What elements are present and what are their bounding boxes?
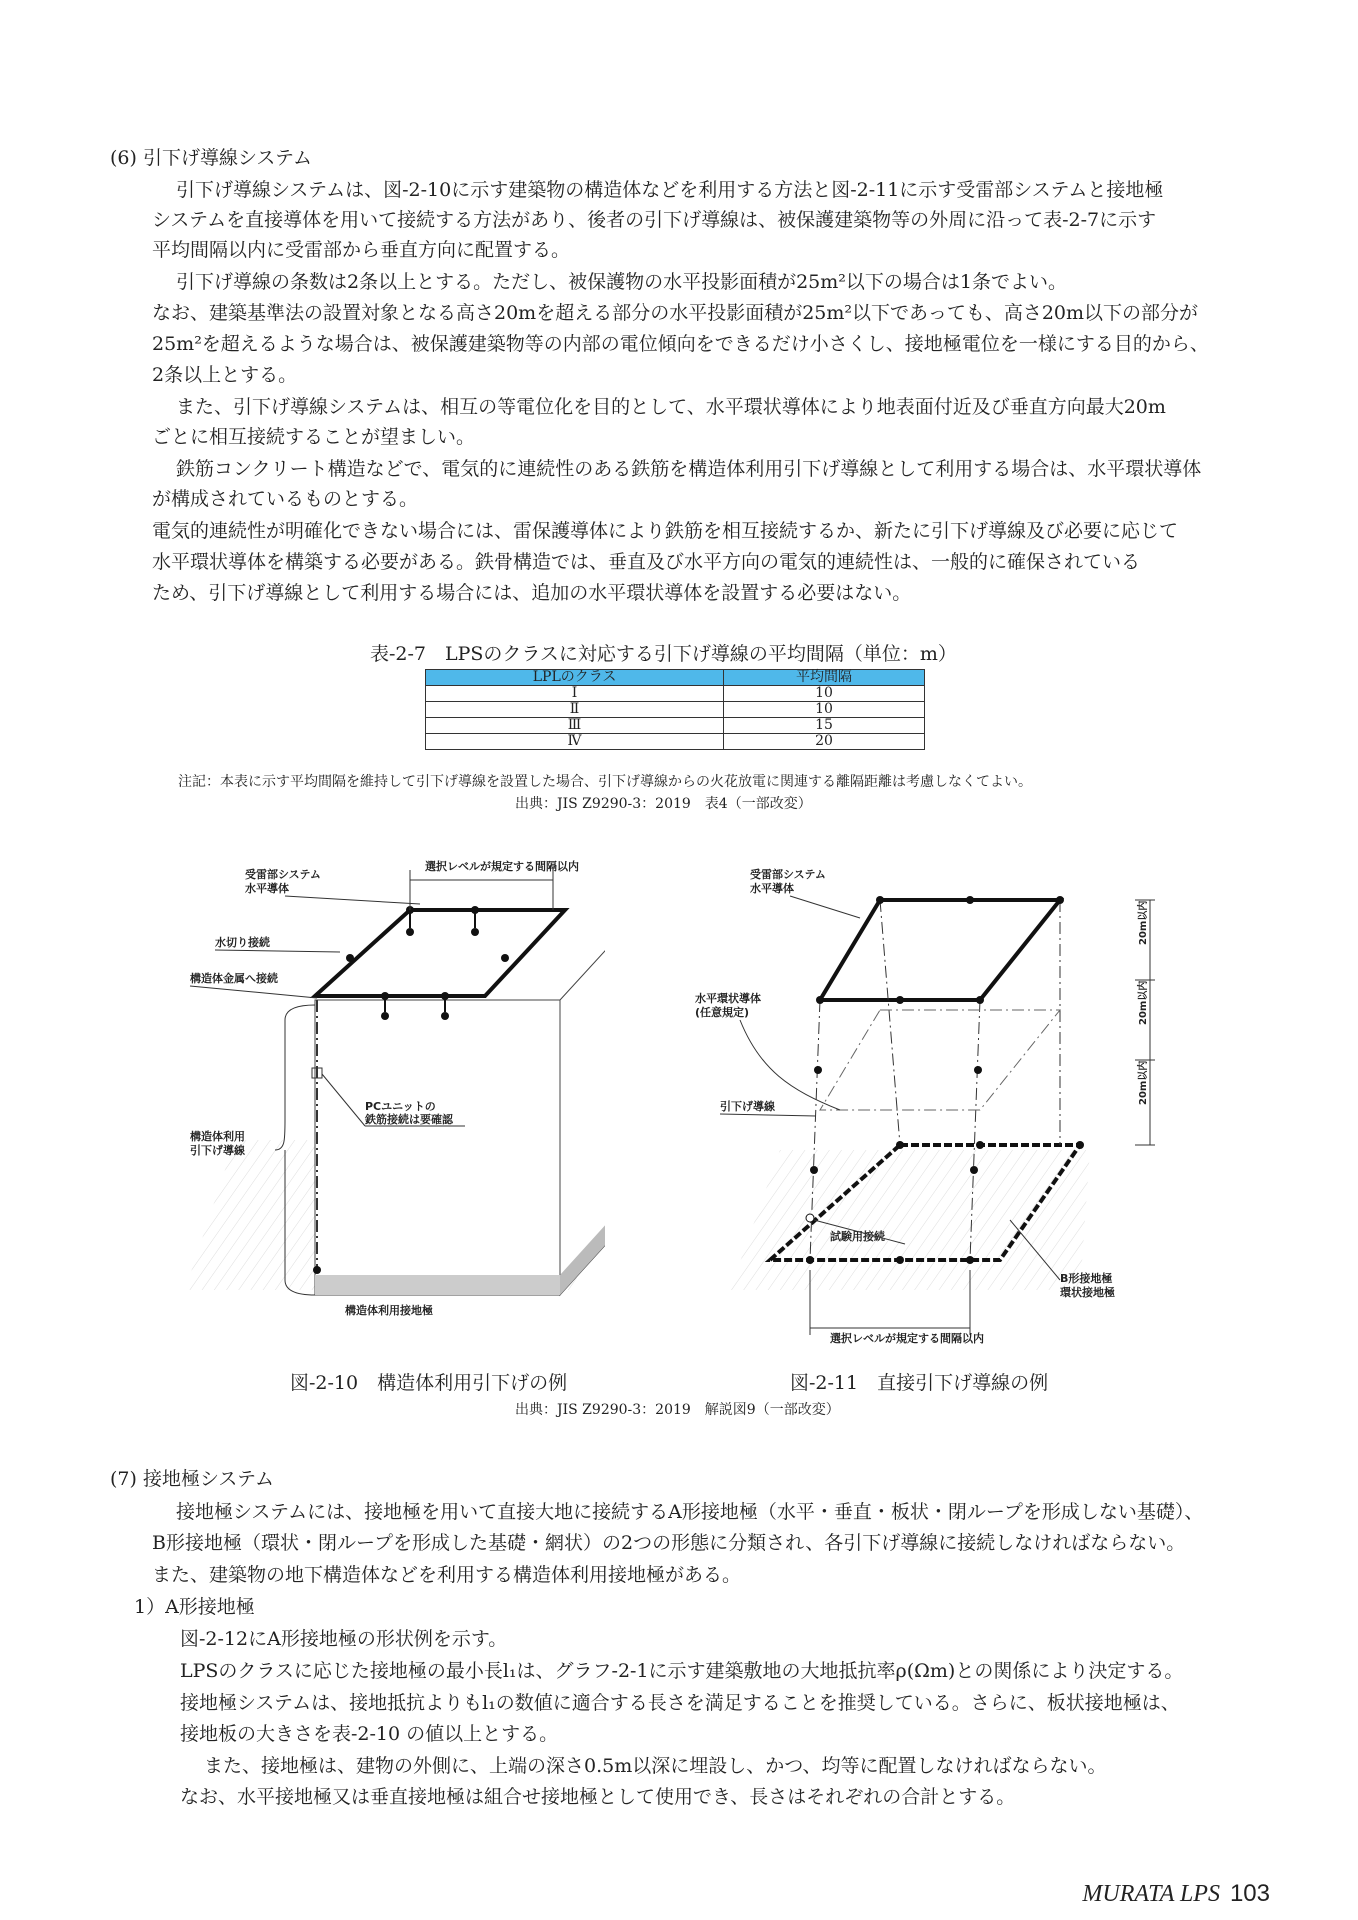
- section-7-line: なお、水平接地極又は垂直接地極は組合せ接地極として使用でき、長さはそれぞれの合計とする。: [180, 1786, 1016, 1808]
- section-6-line: 水平環状導体を構築する必要がある。鉄骨構造では、垂直及び水平方向の電気的連続性は、一般的に確保されている: [152, 551, 1141, 573]
- table-row: [426, 686, 925, 702]
- section-7-line: また、建築物の地下構造体などを利用する構造体利用接地極がある。: [152, 1564, 742, 1586]
- fig210-pc-label-2: 鉄筋接続は要確認: [365, 1113, 453, 1126]
- footer-brand: MURATA LPS: [1082, 1881, 1220, 1907]
- fig210-pc-label: PCユニットの: [365, 1100, 436, 1113]
- table-note: 注記：本表に示す平均間隔を維持して引下げ導線を設置した場合、引下げ導線からの火花放電に関連する離隔距離は考慮しなくてよい。: [178, 774, 1032, 790]
- fig211-test-label: 試験用接続: [830, 1230, 885, 1243]
- page-number: 103: [1229, 1880, 1270, 1907]
- section-7-heading: (7) 接地極システム: [110, 1468, 275, 1490]
- table-cell: 20: [724, 734, 925, 750]
- fig211-down-label: 引下げ導線: [720, 1100, 775, 1113]
- section-6-line: また、引下げ導線システムは、相互の等電位化を目的として、水平環状導体により地表面付近及び垂直方向最大20m: [176, 396, 1166, 418]
- table-source: 出典：JIS Z9290-3：2019 表4（一部改変）: [515, 796, 812, 812]
- fig210-struct-label: 構造体利用: [190, 1130, 245, 1143]
- table-cell: Ⅳ: [426, 734, 724, 750]
- page-footer: [1082, 1880, 1270, 1908]
- fig211-dim-label: 20m以内: [1138, 1060, 1149, 1105]
- section-7-line: 接地極システムには、接地極を用いて直接大地に接続するA形接地極（水平・垂直・板状・閉ループを形成しない基礎）、: [176, 1501, 1204, 1523]
- section-6-line: 平均間隔以内に受雷部から垂直方向に配置する。: [152, 239, 571, 261]
- table-cell: Ⅰ: [426, 686, 724, 702]
- table-cell: 10: [724, 702, 925, 718]
- fig210-metal-label: 構造体金属へ接続: [190, 972, 278, 985]
- fig210-air-label-2: 水平導体: [245, 882, 289, 895]
- figure-2-11-caption: 図-2-11 直接引下げ導線の例: [790, 1372, 1049, 1394]
- section-6-line: が構成されているものとする。: [152, 488, 419, 510]
- fig211-btype-label: B形接地極: [1060, 1272, 1113, 1285]
- table-title: 表-2-7 LPSのクラスに対応する引下げ導線の平均間隔（単位：m）: [370, 643, 957, 665]
- section-6-line: なお、建築基準法の設置対象となる高さ20mを超える部分の水平投影面積が25m²以下であっても、高さ20m以下の部分が: [152, 302, 1199, 324]
- table-cell: Ⅱ: [426, 702, 724, 718]
- table-row: [426, 702, 925, 718]
- fig210-struct-label-2: 引下げ導線: [190, 1144, 245, 1157]
- lpl-table: [425, 669, 925, 750]
- fig210-air-label: 受雷部システム: [245, 868, 321, 881]
- section-6-line: 引下げ導線の条数は2条以上とする。ただし、被保護物の水平投影面積が25m²以下の場合は1条でよい。: [176, 271, 1067, 293]
- section-7-line: B形接地極（環状・閉ループを形成した基礎・網状）の2つの形態に分類され、各引下げ導線に接続しなければならない。: [152, 1532, 1186, 1554]
- section-6-line: システムを直接導体を用いて接続する方法があり、後者の引下げ導線は、被保護建築物等の外周に沿って表-2-7に示す: [152, 209, 1157, 231]
- figure-2-10-caption: 図-2-10 構造体利用引下げの例: [290, 1372, 568, 1394]
- section-6-line: ため、引下げ導線として利用する場合には、追加の水平環状導体を設置する必要はない。: [152, 582, 912, 604]
- table-cell: 15: [724, 718, 925, 734]
- section-7-line: また、接地極は、建物の外側に、上端の深さ0.5m以深に埋設し、かつ、均等に配置しなければならない。: [204, 1755, 1107, 1777]
- section-7-line: 図-2-12にA形接地極の形状例を示す。: [180, 1628, 508, 1650]
- section-7-line: 接地極システムは、接地抵抗よりもl₁の数値に適合する長さを満足することを推奨している。さらに、板状接地極は、: [180, 1692, 1180, 1714]
- fig211-dim-label: 20m以内: [1138, 900, 1149, 945]
- section-7-line: 接地板の大きさを表-2-10 の値以上とする。: [180, 1723, 559, 1745]
- fig211-air-label: 受雷部システム: [750, 868, 826, 881]
- fig211-interval-label: 選択レベルが規定する間隔以内: [830, 1332, 984, 1345]
- table-cell: 10: [724, 686, 925, 702]
- section-6-line: ごとに相互接続することが望ましい。: [152, 426, 476, 448]
- fig210-interval-label: 選択レベルが規定する間隔以内: [425, 860, 579, 873]
- fig210-mizukiri-label: 水切り接続: [215, 936, 270, 949]
- section-6-line: 2条以上とする。: [152, 364, 298, 386]
- table-row: [426, 718, 925, 734]
- section-7-line: LPSのクラスに応じた接地極の最小長l₁は、グラフ-2-1に示す建築敷地の大地抵抗率ρ(Ωm)との関係により決定する。: [180, 1660, 1184, 1682]
- fig211-ring-label-2: (任意規定): [695, 1006, 750, 1019]
- section-6-heading: (6) 引下げ導線システム: [110, 147, 313, 169]
- table-header: LPLのクラス: [426, 670, 724, 686]
- section-6-line: 電気的連続性が明確化できない場合には、雷保護導体により鉄筋を相互接続するか、新たに引下げ導線及び必要に応じて: [152, 520, 1179, 542]
- table-cell: Ⅲ: [426, 718, 724, 734]
- fig211-air-label-2: 水平導体: [750, 882, 794, 895]
- figure-source: 出典：JIS Z9290-3：2019 解説図9（一部改変）: [515, 1402, 840, 1418]
- fig211-dim-label: 20m以内: [1138, 980, 1149, 1025]
- fig211-ring-label: 水平環状導体: [695, 992, 761, 1005]
- table-row: [426, 734, 925, 750]
- table-header: 平均間隔: [724, 670, 925, 686]
- fig211-btype-label-2: 環状接地極: [1060, 1286, 1115, 1299]
- section-6-line: 鉄筋コンクリート構造などで、電気的に連続性のある鉄筋を構造体利用引下げ導線として利用する場合は、水平環状導体: [176, 458, 1202, 480]
- section-7-subheading: 1）A形接地極: [134, 1596, 255, 1618]
- section-6-line: 引下げ導線システムは、図-2-10に示す建築物の構造体などを利用する方法と図-2-11に示す受雷部システムと接地極: [176, 179, 1164, 201]
- figure-2-11-diagram: [680, 840, 1160, 1350]
- fig210-ground-label: 構造体利用接地極: [345, 1304, 433, 1317]
- section-6-line: 25m²を超えるような場合は、被保護建築物等の内部の電位傾向をできるだけ小さくし、接地極電位を一様にする目的から、: [152, 333, 1209, 355]
- figure-2-10-diagram: [175, 840, 605, 1320]
